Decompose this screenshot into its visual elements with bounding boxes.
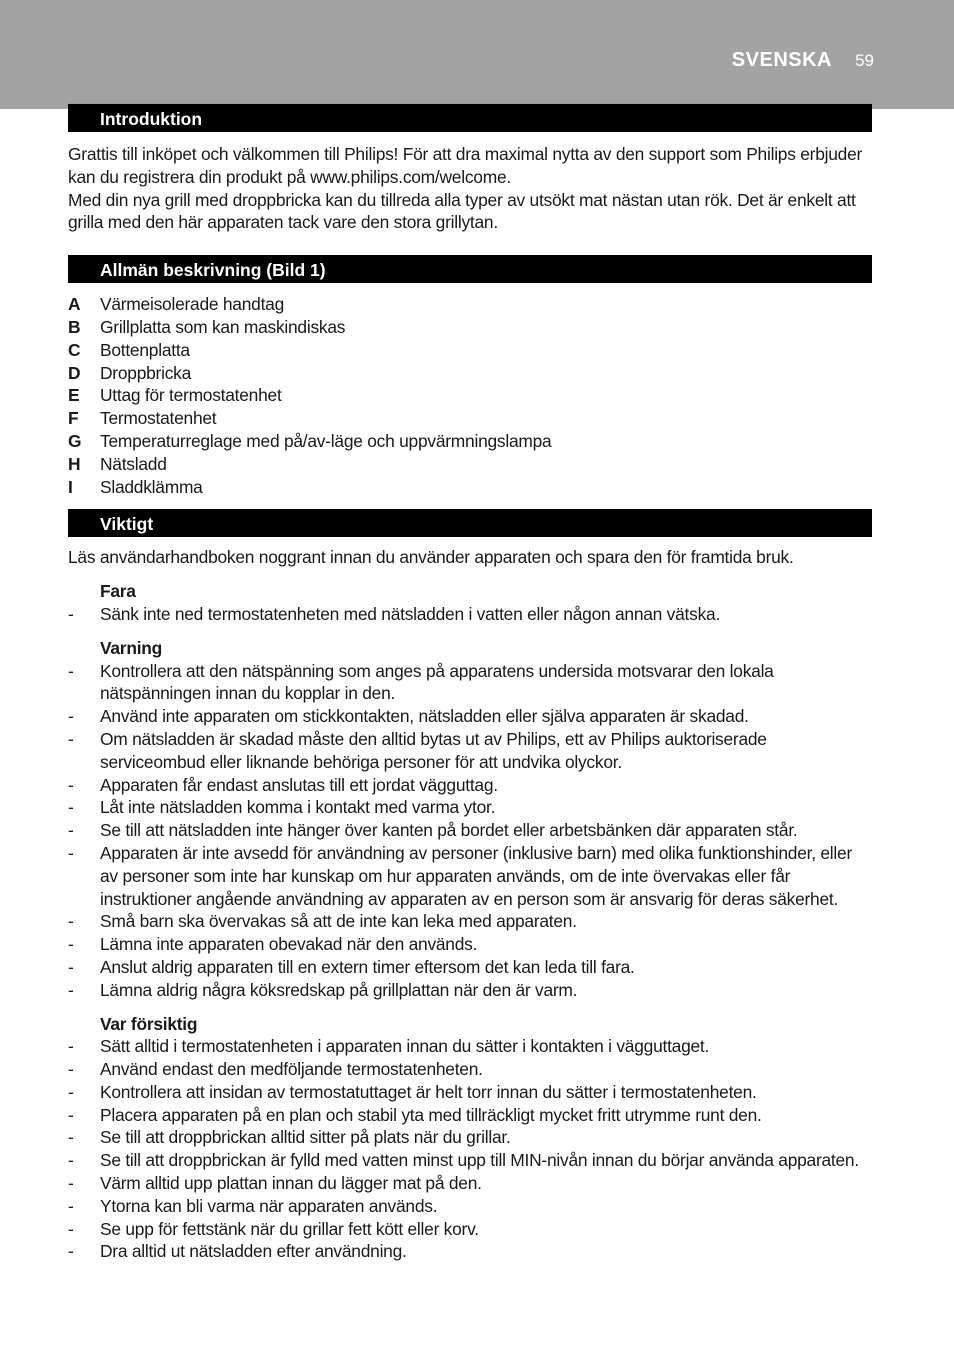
list-item: - Sätt alltid i termostatenheten i apparaten innan du sätter i kontakten i vägguttaget. [68, 1036, 710, 1057]
list-item: - Apparaten är inte avsedd för användning av personer (inklusive barn) med olika funktionshinder, eller av personer som inte har kunskap om hur apparaten används, om de inte övervakas eller får instruktioner angående användning av apparaten av en person som är ansvarig för deras säkerhet. [68, 842, 852, 909]
part-letter: E [68, 385, 80, 406]
part-letter: A [68, 294, 81, 315]
list-item [68, 384, 872, 407]
part-name: Nätsladd [100, 453, 167, 474]
list-item: - Använd endast den medföljande termostatenheten. [68, 1059, 483, 1080]
part-name: Temperaturreglage med på/av-läge och uppvärmningslampa [100, 430, 552, 451]
danger-list [68, 603, 872, 626]
list-item: - Anslut aldrig apparaten till en extern timer eftersom det kan leda till fara. [68, 956, 635, 977]
list-item [68, 362, 872, 385]
part-letter: I [68, 476, 73, 497]
danger-heading: Fara [100, 581, 136, 602]
list-item [68, 293, 872, 316]
important-intro: Läs användarhandboken noggrant innan du använder apparaten och spara den för framtida bruk. [68, 547, 794, 568]
intro-paragraph: Grattis till inköpet och välkommen till Philips! För att dra maximal nytta av den support som Philips erbjuder kan du registrera din produkt på www.philips.com/welcome. [68, 144, 863, 187]
list-item [68, 476, 872, 499]
part-letter: C [68, 339, 81, 360]
part-letter: F [68, 408, 79, 429]
part-name: Uttag för termostatenhet [100, 385, 282, 406]
part-name: Sladdklämma [100, 476, 203, 497]
list-item: - Kontrollera att insidan av termostatuttaget är helt torr innan du sätter i termostatenheten. [68, 1081, 757, 1102]
part-name: Värmeisolerade handtag [100, 294, 284, 315]
warning-heading: Varning [100, 637, 163, 658]
part-letter: G [68, 430, 82, 451]
list-item [68, 430, 872, 453]
part-letter: B [68, 316, 81, 337]
list-item: - Lämna inte apparaten obevakad när den används. [68, 934, 478, 955]
page-content [68, 103, 872, 1263]
list-item [68, 339, 872, 362]
part-name: Termostatenhet [100, 408, 217, 429]
list-item: - Dra alltid ut nätsladden efter användning. [68, 1241, 407, 1262]
list-item: - Lämna aldrig några köksredskap på grillplattan när den är varm. [68, 979, 578, 1000]
list-item: - Ytorna kan bli varma när apparaten används. [68, 1195, 438, 1216]
part-letter: H [68, 453, 81, 474]
list-item: - Låt inte nätsladden komma i kontakt med varma ytor. [68, 797, 496, 818]
part-letter: D [68, 362, 81, 383]
section-heading-intro: Introduktion [68, 103, 872, 132]
list-item: - Sänk inte ned termostatenheten med nätsladden i vatten eller någon annan vätska. [68, 603, 721, 624]
list-item: - Små barn ska övervakas så att de inte kan leka med apparaten. [68, 911, 577, 932]
caution-list [68, 1035, 872, 1263]
caution-heading: Var försiktig [100, 1013, 198, 1034]
intro-text [68, 143, 872, 234]
list-item [68, 453, 872, 476]
list-item: - Om nätsladden är skadad måste den alltid bytas ut av Philips, ett av Philips auktoriserade serviceombud eller liknande behöriga personer för att undvika olyckor. [68, 728, 767, 772]
list-item: - Använd inte apparaten om stickkontakten, nätsladden eller själva apparaten är skadad. [68, 706, 749, 727]
list-item: - Se upp för fettstänk när du grillar fett kött eller korv. [68, 1218, 479, 1239]
language-label: SVENSKA [731, 49, 832, 71]
list-item [68, 407, 872, 430]
list-item: - Kontrollera att den nätspänning som anges på apparatens undersida motsvarar den lokala nätspänningen innan du kopplar in den. [68, 660, 774, 704]
parts-list [68, 293, 872, 498]
warning-list [68, 660, 872, 1002]
list-item: - Värm alltid upp plattan innan du lägger mat på den. [68, 1173, 482, 1194]
page-number: 59 [855, 51, 874, 70]
section-heading-description: Allmän beskrivning (Bild 1) [68, 255, 872, 283]
page-header-bar [0, 0, 954, 109]
list-item: - Se till att droppbrickan alltid sitter på plats när du grillar. [68, 1127, 511, 1148]
part-name: Bottenplatta [100, 339, 190, 360]
part-name: Grillplatta som kan maskindiskas [100, 316, 346, 337]
list-item [68, 316, 872, 339]
list-item: - Apparaten får endast anslutas till ett jordat vägguttag. [68, 774, 498, 795]
part-name: Droppbricka [100, 362, 192, 383]
list-item: - Se till att nätsladden inte hänger över kanten på bordet eller arbetsbänken där apparaten står. [68, 820, 798, 841]
intro-paragraph: Med din nya grill med droppbricka kan du tillreda alla typer av utsökt mat nästan utan rök. Det är enkelt att grilla med den här apparaten tack vare den stora grillytan. [68, 189, 856, 233]
list-item: - Se till att droppbrickan är fylld med vatten minst upp till MIN-nivån innan du börjar använda apparaten. [68, 1150, 859, 1171]
list-item: - Placera apparaten på en plan och stabil yta med tillräckligt mycket fritt utrymme runt den. [68, 1104, 762, 1125]
section-heading-important: Viktigt [68, 509, 872, 537]
